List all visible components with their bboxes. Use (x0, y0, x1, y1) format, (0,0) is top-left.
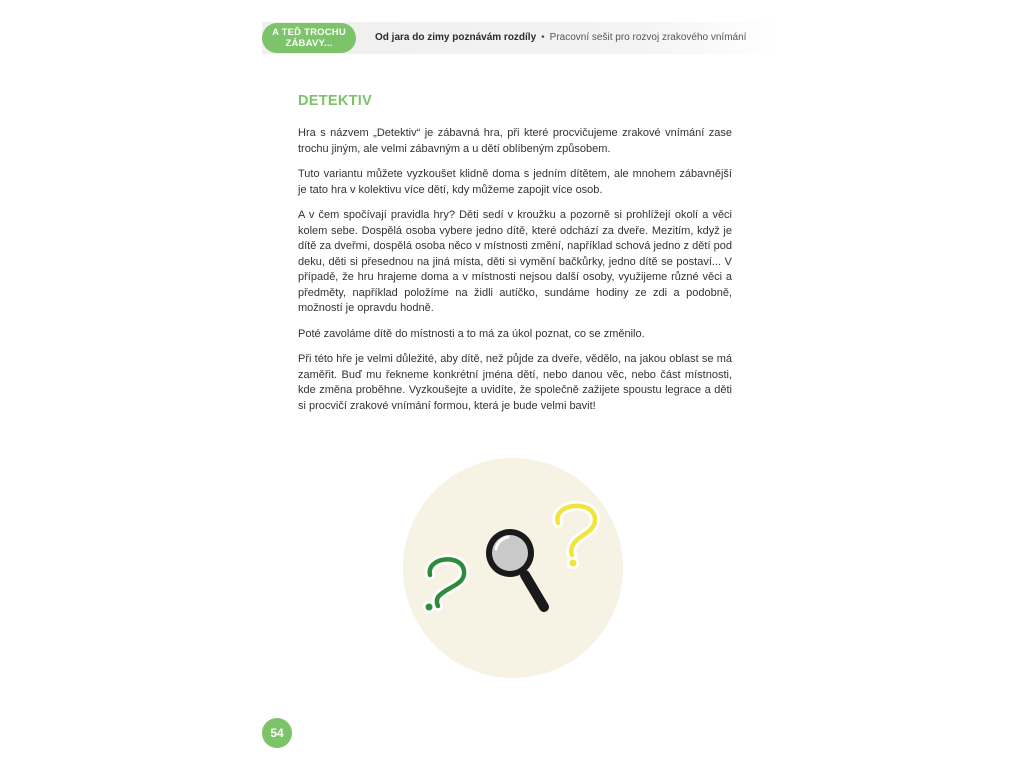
section-body (298, 126, 732, 424)
paragraph: A v čem spočívají pravidla hry? Děti sedí v kroužku a pozorně si prohlížejí okolí a věci kolem sebe. Dospělá osoba vybere jedno dítě, které odchází za dveře. Mezitím, když je dítě za dveřmi, dospělá osoba něco v místnosti změní, například schová jedno z dětí pod deku, děti si přesednou na jiná místa, děti si vymění bačkůrky, jedno dítě se postaví... V případě, že hru hrajeme doma a v místnosti nejsou další osoby, využijeme různé věci a předměty, například položíme na židli autíčko, sundáme hodiny ze zdi a podobně, možností je opravdu hodně. (298, 209, 732, 314)
running-header (375, 32, 746, 43)
detective-illustration (402, 457, 624, 679)
book-subtitle: Pracovní sešit pro rozvoj zrakového vnímání (549, 32, 747, 43)
header-separator: • (541, 32, 545, 43)
section-title: DETEKTIV (298, 93, 373, 109)
page-number (262, 718, 292, 748)
section-badge (262, 23, 356, 53)
book-title: Od jara do zimy poznávám rozdíly (375, 32, 537, 43)
page-number-label: 54 (270, 726, 284, 740)
paragraph: Při této hře je velmi důležité, aby dítě, než půjde za dveře, vědělo, na jakou oblast se má zaměřit. Buď mu řekneme konkrétní jména dětí, nebo danou věc, nebo část místnosti, kde změna proběhne. Vyzkoušejte a uvidíte, že společně zažijete spoustu legrace a děti si procvičí zrakové vnímání formou, která je bude velmi bavit! (298, 353, 732, 412)
paragraph: Hra s názvem „Detektiv“ je zábavná hra, při které procvičujeme zrakové vnímání zase trochu jiným, ale velmi zábavným a u dětí oblíbeným způsobem. (298, 127, 732, 155)
section-badge-label: A TEĎ TROCHU ZÁBAVY... (272, 27, 346, 49)
paragraph: Poté zavoláme dítě do místnosti a to má za úkol poznat, co se změnilo. (298, 327, 645, 340)
paragraph: Tuto variantu můžete vyzkoušet klidně doma s jedním dítětem, ale mnohem zábavnější je tato hra v kolektivu více dětí, kdy můžeme zapojit více osob. (298, 168, 732, 196)
